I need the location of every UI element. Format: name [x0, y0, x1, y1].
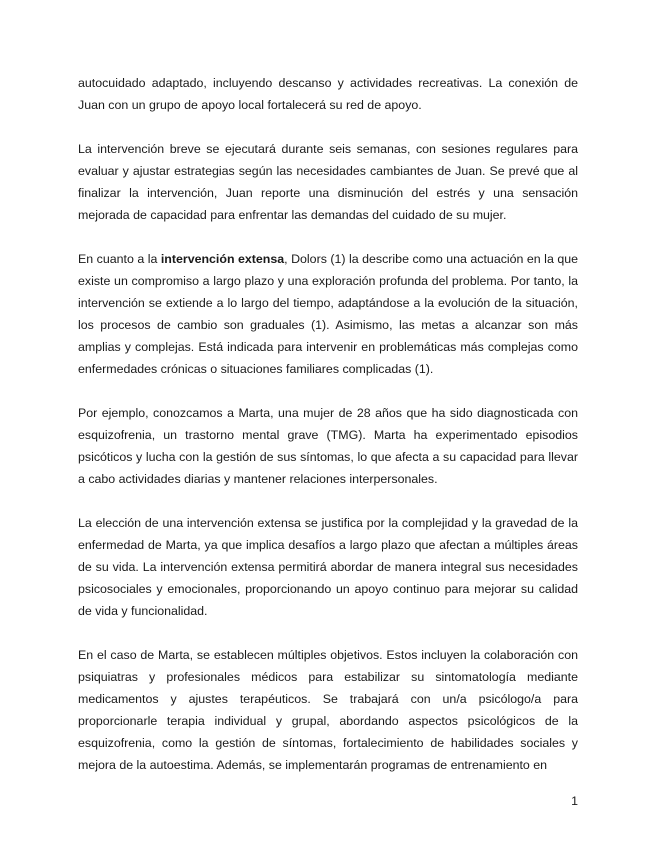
bold-term-extensive-intervention: intervención extensa [160, 252, 285, 266]
paragraph-extensive-intro: En cuanto a la [78, 252, 161, 266]
paragraph-marta-example: Por ejemplo, conozcamos a Marta, una mujer de 28 años que ha sido diagnosticada con esquizofrenia, un trastorno mental grave (TMG). Marta ha experimentado episodios psicóticos y lucha con la gestión de sus síntomas, lo que afecta a su capacidad para llevar a cabo actividades diarias y mantener relaciones interpersonales. [78, 406, 578, 486]
paragraph-extensive-rest: , Dolors (1) la describe como una actuación en la que existe un compromiso a largo plazo y una exploración profunda del problema. Por tanto, la intervención se extiende a lo largo del tiempo, adaptándose a la evolución de la situación, los procesos de cambio son graduales (1). Asimismo, las metas a alcanzar son más amplias y complejas. Está indicada para intervenir en problemáticas más complejas como enfermedades crónicas o situaciones familiares complicadas (1). [78, 252, 578, 376]
paragraph-marta-objectives: En el caso de Marta, se establecen múltiples objetivos. Estos incluyen la colaboración con psiquiatras y profesionales médicos para estabilizar su sintomatología mediante medicamentos y ajustes terapéuticos. Se trabajará con un/a psicólogo/a para proporcionarle terapia individual y grupal, abordando aspectos psicológicos de la esquizofrenia, como la gestión de síntomas, fortalecimiento de habilidades sociales y mejora de la autoestima. Además, se implementarán programas de entrenamiento en [78, 648, 578, 772]
paragraph-selfcare-continuation: autocuidado adaptado, incluyendo descanso y actividades recreativas. La conexión de Juan con un grupo de apoyo local fortalecerá su red de apoyo. [78, 76, 578, 112]
paragraph-brief-intervention: La intervención breve se ejecutará durante seis semanas, con sesiones regulares para evaluar y ajustar estrategias según las necesidades cambiantes de Juan. Se prevé que al finalizar la intervención, Juan reporte una disminución del estrés y una sensación mejorada de capacidad para enfrentar las demandas del cuidado de su mujer. [78, 142, 578, 222]
body-text [78, 72, 578, 776]
page-number: 1 [571, 794, 578, 808]
paragraph-extensive-intervention [78, 248, 578, 380]
paragraph-extensive-justification: La elección de una intervención extensa se justifica por la complejidad y la gravedad de la enfermedad de Marta, ya que implica desafíos a largo plazo que afectan a múltiples áreas de su vida. La intervención extensa permitirá abordar de manera integral sus necesidades psicosociales y emocionales, proporcionando un apoyo continuo para mejorar su calidad de vida y funcionalidad. [78, 516, 578, 618]
